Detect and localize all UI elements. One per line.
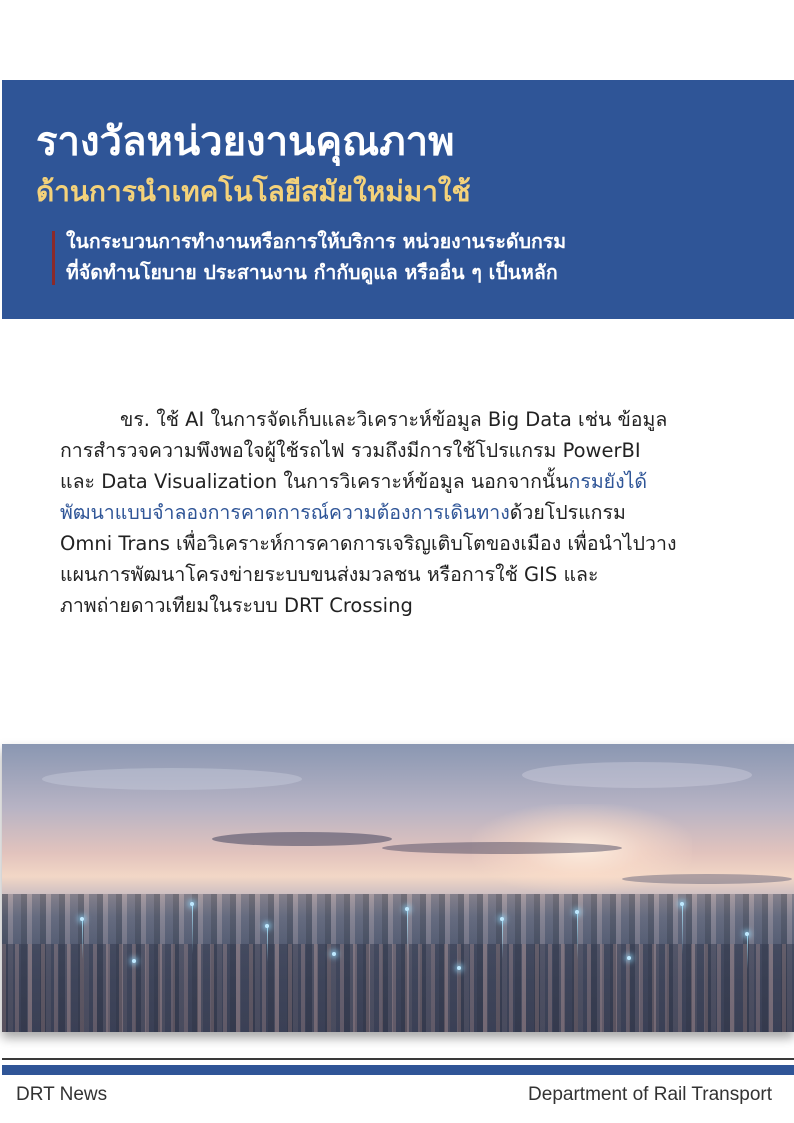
cloud [42, 768, 302, 790]
cloud [622, 874, 792, 884]
body-line-6: แผนการพัฒนาโครงข่ายระบบขนส่งมวลชน หรือการใช้ GIS และ [60, 563, 599, 586]
header-description-line-2: ที่จัดทำนโยบาย ประสานงาน กำกับดูแล หรืออื่น ๆ เป็นหลัก [66, 261, 558, 284]
body-highlight-1: กรมยังได้ [568, 470, 648, 493]
network-beam [192, 904, 193, 954]
body-line-4 [60, 497, 748, 528]
network-node-icon [80, 917, 84, 921]
body-line-3 [60, 466, 748, 497]
header-description-line-1: ในกระบวนการทำงานหรือการให้บริการ หน่วยงานระดับกรม [66, 230, 567, 253]
network-node-icon [332, 952, 336, 956]
network-beam [407, 909, 408, 954]
header-description [66, 226, 566, 288]
network-node-icon [680, 902, 684, 906]
body-line-1: ขร. ใช้ AI ในการจัดเก็บและวิเคราะห์ข้อมูล Big Data เช่น ข้อมูล [120, 408, 668, 431]
network-node-icon [132, 959, 136, 963]
cloud [382, 842, 622, 854]
network-node-icon [575, 910, 579, 914]
network-node-icon [265, 924, 269, 928]
city-foreground [2, 944, 794, 1032]
footer-divider [2, 1058, 794, 1060]
cloud [522, 762, 752, 788]
page-title: รางวัลหน่วยงานคุณภาพ [36, 119, 455, 165]
body-line-2: การสำรวจความพึงพอใจผู้ใช้รถไฟ รวมถึงมีการใช้โปรแกรม PowerBI [60, 439, 641, 462]
footer-publication-name: DRT News [16, 1084, 108, 1105]
body-line-7: ภาพถ่ายดาวเทียมในระบบ DRT Crossing [60, 594, 413, 617]
footer-department-name: Department of Rail Transport [528, 1084, 772, 1105]
body-line-3-text: และ Data Visualization ในการวิเคราะห์ข้อมูล นอกจากนั้น [60, 470, 569, 493]
network-node-icon [405, 907, 409, 911]
network-node-icon [190, 902, 194, 906]
accent-rule [52, 231, 55, 285]
network-beam [82, 919, 83, 959]
network-beam [267, 926, 268, 962]
footer-bar [2, 1065, 794, 1075]
network-node-icon [500, 917, 504, 921]
body-highlight-2: พัฒนาแบบจำลองการคาดการณ์ความต้องการเดินทาง [60, 501, 510, 524]
network-beam [502, 919, 503, 959]
cloud [212, 832, 392, 846]
network-beam [682, 904, 683, 954]
page-subtitle: ด้านการนำเทคโนโลยีสมัยใหม่มาใช้ [36, 175, 471, 208]
network-node-icon [457, 966, 461, 970]
network-node-icon [627, 956, 631, 960]
network-beam [747, 934, 748, 969]
network-beam [577, 912, 578, 960]
city-skyline-photo [2, 744, 794, 1032]
body-line-4-text: ด้วยโปรแกรม [509, 501, 626, 524]
network-node-icon [745, 932, 749, 936]
body-line-5: Omni Trans เพื่อวิเคราะห์การคาดการเจริญเติบโตของเมือง เพื่อนำไปวาง [60, 532, 677, 555]
body-paragraph [60, 404, 748, 621]
